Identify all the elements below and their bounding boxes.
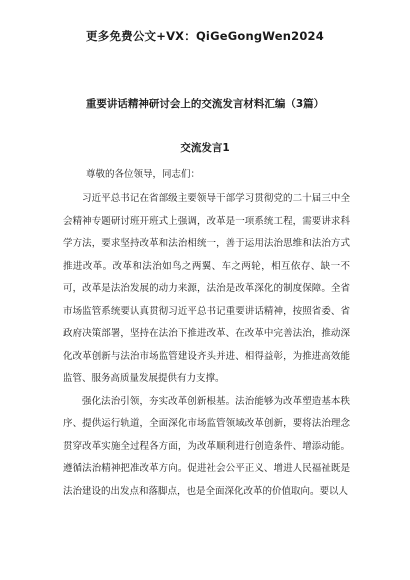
document-title: 重要讲话精神研讨会上的交流发言材料汇编（3篇） [85, 98, 325, 110]
section-title: 交流发言1 [180, 142, 230, 154]
salutation: 尊敬的各位领导，同志们： [86, 169, 201, 180]
paragraph-1: 习近平总书记在省部级主要领导干部学习贯彻党的二十届三中全会精神专题研讨班开班式上强调，改革是一项系统工程，需要讲求科学方法，要求坚持改革和法治相统一，善于运用法治思维和法治方式推进改革。改革和法治如鸟之两翼、车之两轮，相互依存、缺一不可，改革是法治发展的动力来源，法治是改革深化的制度保障。全省市场监管系统要认真贯彻习近平总书记重要讲话精神，按照省委、省政府决策部署，坚持在法治下推进改革、在改革中完善法治，推动深化改革创新与法治市场监管建设齐头并进、相得益彰，为推进高效能监管、服务高质量发展提供有力支撑。 [63, 193, 350, 384]
watermark-header: 更多免费公文+VX：QiGeGongWen2024 [86, 29, 324, 43]
paragraph-2: 强化法治引领，夯实改革创新根基。法治能够为改革塑造基本秩序、提供运行轨道，全面深化市场监管领域改革创新，要将法治理念贯穿改革实施全过程各方面，为改革顺利进行创造条件、增添动能。遵循法治精神把准改革方向。促进社会公平正义、增进人民福祉既是法治建设的出发点和落脚点，也是全面深化改革的价值取向。要以人 [63, 395, 350, 497]
body-text [63, 188, 350, 503]
